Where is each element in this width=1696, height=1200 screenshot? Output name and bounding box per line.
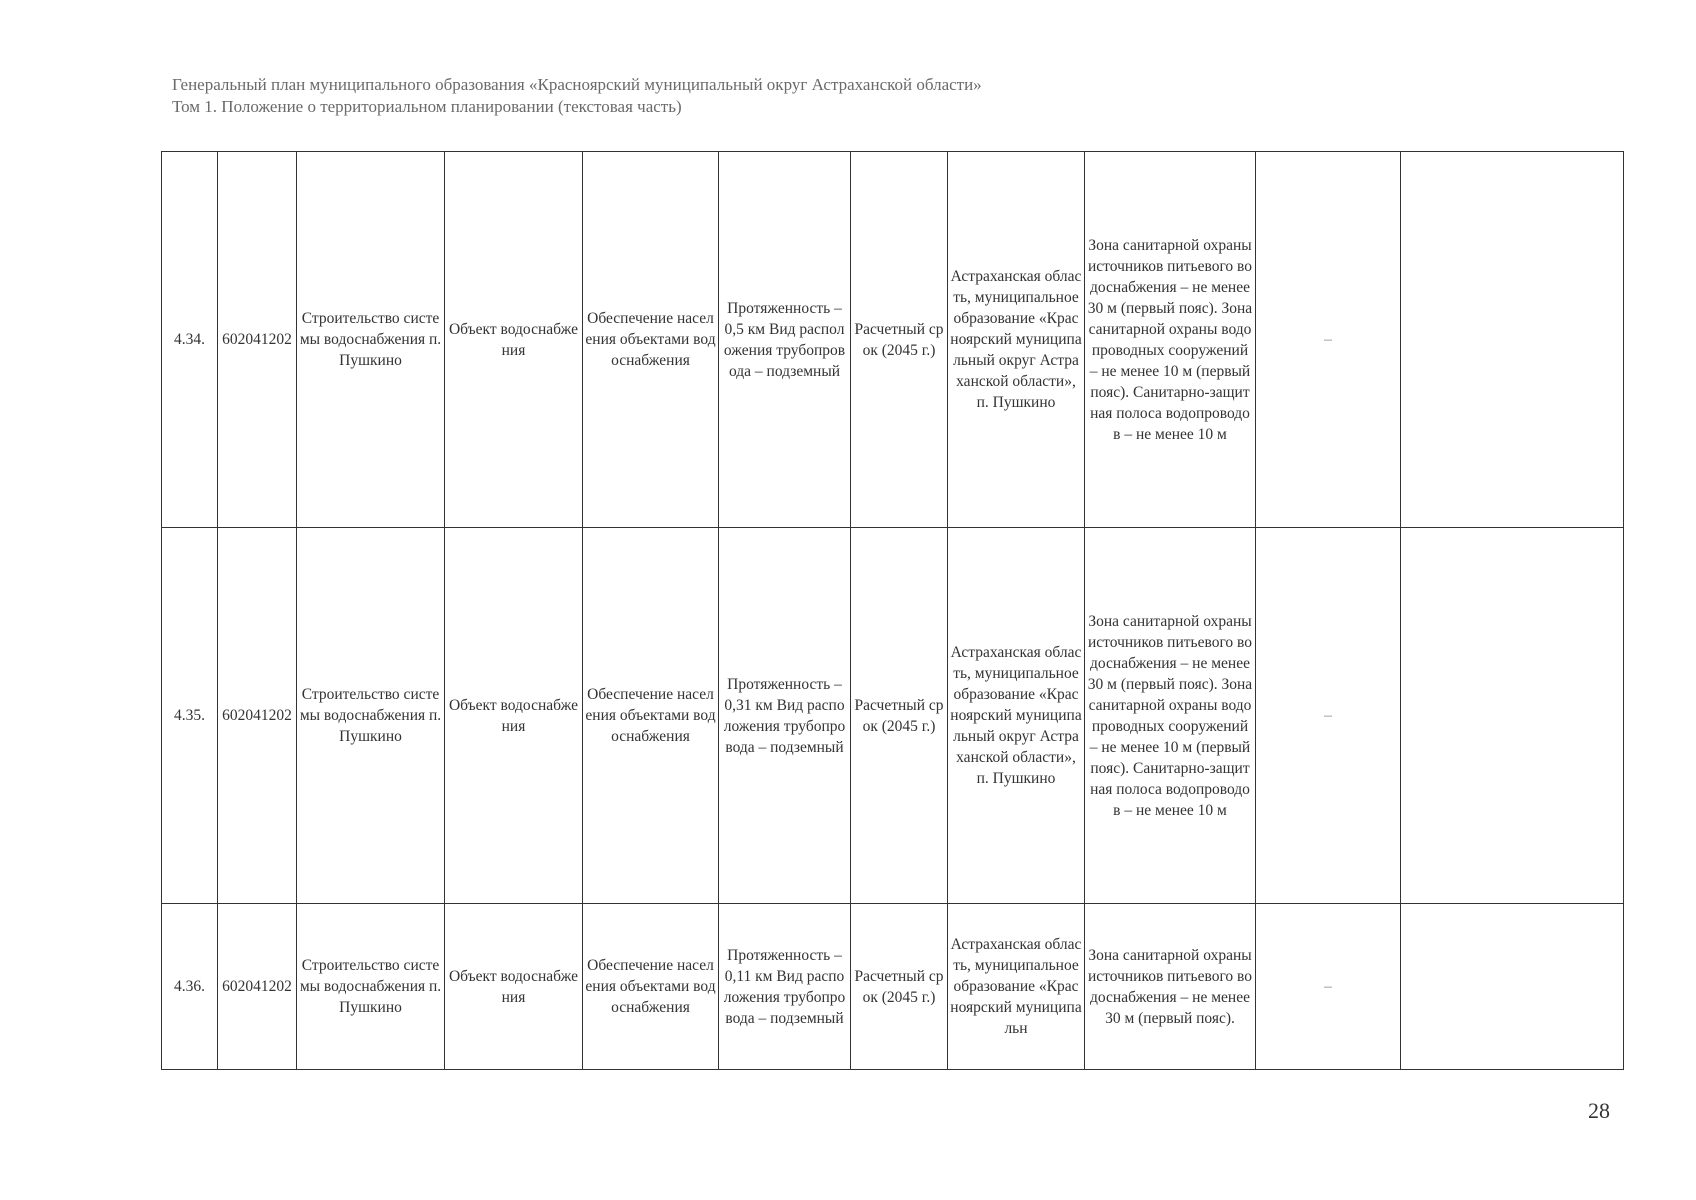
page-number: 28 <box>1588 1098 1610 1123</box>
object-characteristics: Протяженность – 0,11 км Вид расположения трубопровода – подземный <box>719 904 851 1070</box>
object-location: Астраханская область, муниципальное образование «Красноярский муниципальный округ Астраханской области», п. Пушкино <box>948 528 1085 904</box>
object-code: 602041202 <box>218 528 297 904</box>
table-row <box>162 152 1624 528</box>
note-cell: – <box>1256 528 1401 904</box>
restriction-zones: Зона санитарной охраны источников питьевого водоснабжения – не менее 30 м (первый пояс). Зона санитарной охраны водопроводных сооружений – не менее 10 м (первый пояс). Санитарно-защитная полоса водопроводов – не менее 10 м <box>1085 528 1256 904</box>
implementation-term: Расчетный срок (2045 г.) <box>851 528 948 904</box>
object-code: 602041202 <box>218 152 297 528</box>
note-cell: – <box>1256 904 1401 1070</box>
implementation-term: Расчетный срок (2045 г.) <box>851 904 948 1070</box>
header-title: Генеральный план муниципального образования «Красноярский муниципальный округ Астраханской области» <box>172 75 982 94</box>
object-type: Объект водоснабжения <box>445 904 583 1070</box>
implementation-term: Расчетный срок (2045 г.) <box>851 152 948 528</box>
extra-cell <box>1401 152 1624 528</box>
object-type: Объект водоснабжения <box>445 528 583 904</box>
object-location: Астраханская область, муниципальное образование «Красноярский муниципальн <box>948 904 1085 1070</box>
object-location: Астраханская область, муниципальное образование «Красноярский муниципальный округ Астраханской области», п. Пушкино <box>948 152 1085 528</box>
row-number: 4.35. <box>162 528 218 904</box>
restriction-zones: Зона санитарной охраны источников питьевого водоснабжения – не менее 30 м (первый пояс). <box>1085 904 1256 1070</box>
object-name: Строительство системы водоснабжения п. Пушкино <box>297 528 445 904</box>
objects-table <box>161 151 1624 1070</box>
object-purpose: Обеспечение населения объектами водоснабжения <box>583 152 719 528</box>
object-type: Объект водоснабжения <box>445 152 583 528</box>
object-code: 602041202 <box>218 904 297 1070</box>
table-row <box>162 528 1624 904</box>
object-characteristics: Протяженность – 0,31 км Вид расположения трубопровода – подземный <box>719 528 851 904</box>
document-header <box>172 74 982 118</box>
extra-cell <box>1401 528 1624 904</box>
object-name: Строительство системы водоснабжения п. Пушкино <box>297 904 445 1070</box>
note-cell: – <box>1256 152 1401 528</box>
object-purpose: Обеспечение населения объектами водоснабжения <box>583 528 719 904</box>
table-row <box>162 904 1624 1070</box>
object-name: Строительство системы водоснабжения п. Пушкино <box>297 152 445 528</box>
object-characteristics: Протяженность – 0,5 км Вид расположения трубопровода – подземный <box>719 152 851 528</box>
header-subtitle: Том 1. Положение о территориальном планировании (текстовая часть) <box>172 97 682 116</box>
extra-cell <box>1401 904 1624 1070</box>
row-number: 4.34. <box>162 152 218 528</box>
restriction-zones: Зона санитарной охраны источников питьевого водоснабжения – не менее 30 м (первый пояс). Зона санитарной охраны водопроводных сооружений – не менее 10 м (первый пояс). Санитарно-защитная полоса водопроводов – не менее 10 м <box>1085 152 1256 528</box>
object-purpose: Обеспечение населения объектами водоснабжения <box>583 904 719 1070</box>
row-number: 4.36. <box>162 904 218 1070</box>
